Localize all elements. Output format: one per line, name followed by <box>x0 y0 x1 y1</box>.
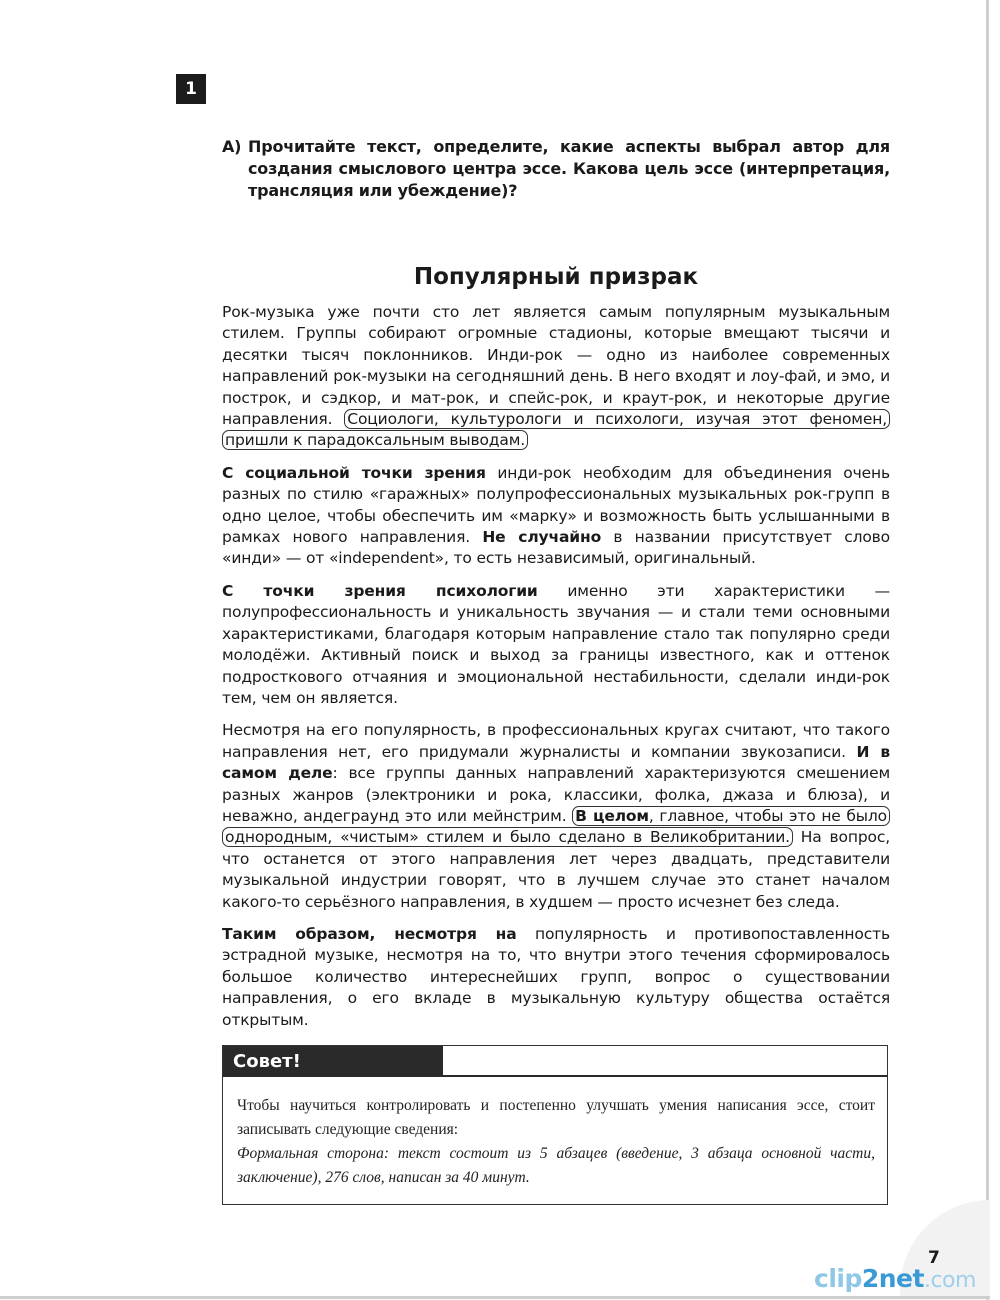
page-edge-bottom <box>0 1296 990 1299</box>
watermark-logo <box>814 1264 976 1293</box>
boxed-text: , главное, чтобы это не было однородным, «чистым» стилем и было сделано в Великобритании. <box>225 806 887 847</box>
tip-header-divider <box>443 1075 887 1077</box>
paragraph-text: На вопрос, что останется от этого направления лет через двадцать, представители музыкальной индустрии говорят, что в лучшем случае это станет началом какого-то серьёзного направления, в худшем — просто исчезнет без следа. <box>222 828 890 911</box>
essay-paragraph-2 <box>222 463 890 570</box>
tip-header: Совет! <box>223 1046 443 1077</box>
essay-paragraph-4 <box>222 720 890 913</box>
paragraph-text: : все группы данных направлений характеризуются смешением разных жанров (электроники и рока, классики, фолка, джаза и блюза), и неважно, андеграунд это или мейнстрим. <box>222 764 890 825</box>
watermark-part: 2net <box>861 1264 924 1293</box>
bold-phrase: С точки зрения психологии <box>222 581 538 600</box>
bold-phrase: С социальной точки зрения <box>222 463 486 482</box>
bold-phrase: Не случайно <box>482 528 602 547</box>
paragraph-text: популярность и противопоставленность эстрадной музыке, несмотря на то, что внутри этого течения сформировалось большое количество интереснейших групп, вопрос о существовании направления, о его вкладе в музыкальную культуру общества остаётся открытым. <box>222 924 890 1029</box>
highlighted-thesis: Социологи, культурологи и психологи, изучая этот феномен, пришли к парадоксальным выводам. <box>222 409 890 450</box>
essay-title: Популярный призрак <box>413 264 699 290</box>
tip-body <box>237 1094 875 1190</box>
page-number: 7 <box>928 1248 940 1268</box>
essay-paragraph-5 <box>222 924 890 1031</box>
paragraph-text: инди-рок необходим для объединения очень разных по стилю «гаражных» полупрофессиональных музыкальных рок-групп в одно целое, чтобы обеспечить им «марку» и возможность быть услышанными в рамках нового направления. <box>222 463 891 547</box>
watermark-part: .com <box>923 1268 976 1293</box>
paragraph-text: в названии присутствует слово «инди» — от «independent», то есть независимый, оригинальный. <box>222 528 890 568</box>
task-instruction <box>222 136 890 202</box>
bold-phrase: Таким образом, несмотря на <box>222 924 517 943</box>
paragraph-text: Рок-музыка уже почти сто лет является самым популярным музыкальным стилем. Группы собирают огромные стадионы, которые вмещают тысячи и десятки тысяч поклонников. Инди-рок — одно из наиболее современных направлений рок-музыки на сегодняшний день. В него входят и лоу-фай, и эмо, и построк, и сэдкор, и мат-рок, и спейс-рок, и краут-рок, и некоторые другие направления. <box>222 303 890 429</box>
tip-text: Чтобы научиться контролировать и постепенно улучшать умения написания эссе, стоит записывать следующие сведения: <box>237 1097 875 1138</box>
task-marker: А) <box>222 137 242 156</box>
watermark-part: clip <box>814 1264 862 1293</box>
bold-phrase: И в самом деле <box>222 742 890 783</box>
essay-paragraph-3 <box>222 581 890 709</box>
task-text: Прочитайте текст, определите, какие аспекты выбрал автор для создания смыслового центра эссе. Какова цель эссе (интерпретация, трансляция или убеждение)? <box>248 137 890 200</box>
essay-body <box>222 302 890 1042</box>
tip-formal-note: Формальная сторона: текст состоит из 5 абзацев (введение, 3 абзаца основной части, заключение), 276 слов, написан за 40 минут. <box>237 1145 875 1186</box>
paragraph-text: именно эти характеристики — полупрофессиональность и уникальность звучания — и стали теми основными характеристиками, благодаря которым направление стало так популярно среди молодёжи. Активный поиск и выход за границы известного, как и оттенок подросткового отчаяния и эмоциональной нестабильности, сделали инди-рок тем, чем он является. <box>222 581 890 707</box>
unit-number-badge: 1 <box>176 74 206 104</box>
page-edge-right <box>986 0 989 1300</box>
paragraph-text: Несмотря на его популярность, в профессиональных кругах считают, что такого направления нет, его придумали журналисты и компании звукозаписи. <box>222 721 890 761</box>
tip-box <box>222 1045 888 1205</box>
bold-phrase: В целом <box>575 806 649 825</box>
essay-paragraph-1 <box>222 302 890 452</box>
